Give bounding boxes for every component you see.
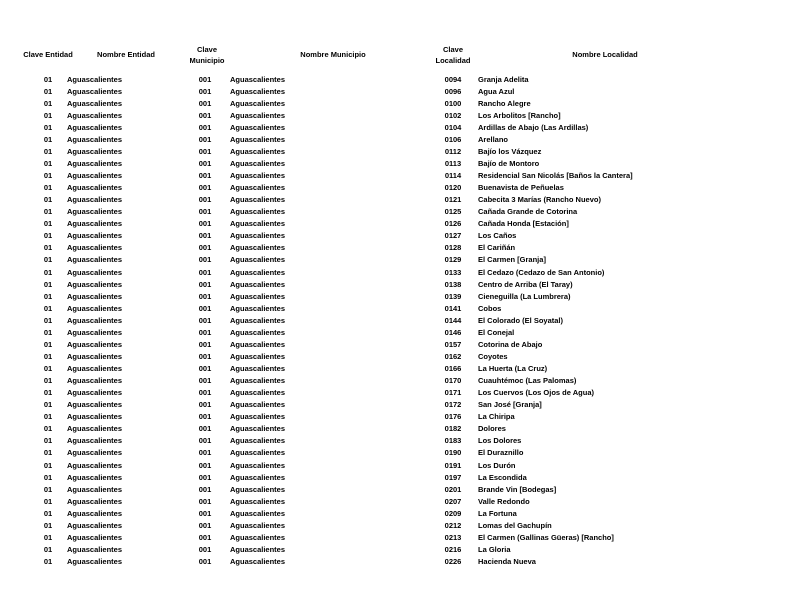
cell-clave-entidad: 01 bbox=[43, 412, 53, 422]
cell-nombre-entidad: Aguascalientes bbox=[67, 279, 123, 289]
header-clave-localidad: Clave Localidad bbox=[435, 45, 471, 65]
cell-nombre-municipio: Aguascalientes bbox=[230, 364, 286, 373]
cell-clave-municipio: 001 bbox=[198, 436, 212, 446]
cell-clave-municipio: 001 bbox=[198, 484, 212, 494]
cell-clave-entidad: 01 bbox=[43, 134, 53, 144]
cell-clave-municipio: 001 bbox=[198, 134, 212, 144]
cell-clave-entidad: 01 bbox=[43, 231, 53, 241]
cell-clave-entidad: 01 bbox=[43, 532, 53, 542]
cell-nombre-localidad: Los Cuervos (Los Ojos de Agua) bbox=[478, 388, 594, 398]
cell-nombre-entidad: Aguascalientes bbox=[67, 171, 123, 180]
cell-clave-localidad: 0096 bbox=[444, 86, 462, 96]
cell-clave-entidad: 01 bbox=[43, 219, 53, 229]
cell-clave-entidad: 01 bbox=[43, 424, 53, 434]
cell-nombre-entidad: Aguascalientes bbox=[67, 195, 123, 205]
cell-nombre-municipio: Aguascalientes bbox=[230, 74, 286, 84]
cell-nombre-entidad: Aguascalientes bbox=[67, 86, 123, 96]
cell-nombre-localidad: Valle Redondo bbox=[478, 496, 530, 506]
cell-clave-municipio: 001 bbox=[198, 158, 212, 168]
header-nombre-entidad: Nombre Entidad bbox=[97, 50, 155, 60]
cell-clave-municipio: 001 bbox=[198, 171, 212, 180]
cell-clave-entidad: 01 bbox=[43, 86, 53, 96]
cell-nombre-municipio: Aguascalientes bbox=[230, 388, 286, 398]
cell-clave-localidad: 0133 bbox=[444, 267, 462, 277]
cell-clave-entidad: 01 bbox=[43, 388, 53, 398]
cell-nombre-entidad: Aguascalientes bbox=[67, 472, 123, 482]
cell-clave-localidad: 0226 bbox=[444, 557, 462, 566]
cell-clave-municipio: 001 bbox=[198, 327, 212, 337]
cell-nombre-localidad: El Cedazo (Cedazo de San Antonio) bbox=[478, 267, 605, 277]
cell-nombre-localidad: Ardillas de Abajo (Las Ardillas) bbox=[478, 122, 589, 132]
cell-nombre-municipio: Aguascalientes bbox=[230, 183, 286, 193]
cell-nombre-municipio: Aguascalientes bbox=[230, 231, 286, 241]
cell-clave-municipio: 001 bbox=[198, 98, 212, 108]
cell-clave-municipio: 001 bbox=[198, 146, 212, 156]
cell-clave-localidad: 0201 bbox=[444, 484, 462, 494]
cell-nombre-localidad: Agua Azul bbox=[478, 86, 515, 96]
cell-clave-municipio: 001 bbox=[198, 183, 212, 193]
cell-clave-municipio: 001 bbox=[198, 351, 212, 361]
cell-clave-localidad: 0106 bbox=[444, 134, 462, 144]
cell-nombre-entidad: Aguascalientes bbox=[67, 544, 123, 554]
cell-clave-municipio: 001 bbox=[198, 243, 212, 253]
cell-nombre-localidad: La Chiripa bbox=[478, 412, 515, 422]
cell-nombre-localidad: Granja Adelita bbox=[478, 74, 529, 84]
cell-nombre-localidad: Residencial San Nicolás [Baños la Cantera] bbox=[478, 171, 633, 180]
cell-clave-entidad: 01 bbox=[43, 557, 53, 566]
cell-nombre-entidad: Aguascalientes bbox=[67, 74, 123, 84]
cell-clave-localidad: 0094 bbox=[444, 74, 462, 84]
cell-clave-municipio: 001 bbox=[198, 400, 212, 410]
cell-nombre-entidad: Aguascalientes bbox=[67, 315, 123, 325]
cell-clave-localidad: 0197 bbox=[444, 472, 462, 482]
cell-clave-localidad: 0113 bbox=[444, 158, 462, 168]
cell-nombre-localidad: El Cariñán bbox=[478, 243, 516, 253]
cell-nombre-municipio: Aguascalientes bbox=[230, 207, 286, 217]
cell-nombre-localidad: El Colorado (El Soyatal) bbox=[478, 315, 564, 325]
cell-clave-entidad: 01 bbox=[43, 122, 53, 132]
cell-clave-municipio: 001 bbox=[198, 231, 212, 241]
cell-nombre-localidad: Cabecita 3 Marías (Rancho Nuevo) bbox=[478, 195, 601, 205]
cell-nombre-localidad: La Gloria bbox=[478, 544, 511, 554]
cell-clave-localidad: 0191 bbox=[444, 460, 462, 470]
cell-nombre-localidad: Cobos bbox=[478, 303, 502, 313]
cell-nombre-municipio: Aguascalientes bbox=[230, 496, 286, 506]
cell-clave-entidad: 01 bbox=[43, 98, 53, 108]
cell-clave-entidad: 01 bbox=[43, 146, 53, 156]
cell-clave-localidad: 0170 bbox=[444, 376, 462, 386]
cell-clave-municipio: 001 bbox=[198, 339, 212, 349]
cell-clave-localidad: 0146 bbox=[444, 327, 462, 337]
cell-nombre-localidad: Cañada Honda [Estación] bbox=[478, 219, 569, 229]
cell-nombre-municipio: Aguascalientes bbox=[230, 243, 286, 253]
cell-clave-localidad: 0157 bbox=[444, 339, 462, 349]
cell-nombre-municipio: Aguascalientes bbox=[230, 460, 286, 470]
cell-nombre-localidad: La Escondida bbox=[478, 472, 527, 482]
cell-nombre-entidad: Aguascalientes bbox=[67, 110, 123, 120]
cell-nombre-municipio: Aguascalientes bbox=[230, 520, 286, 530]
cell-nombre-localidad: Buenavista de Peñuelas bbox=[478, 183, 564, 193]
cell-clave-municipio: 001 bbox=[198, 544, 212, 554]
cell-clave-entidad: 01 bbox=[43, 74, 53, 84]
cell-clave-municipio: 001 bbox=[198, 207, 212, 217]
cell-clave-entidad: 01 bbox=[43, 496, 53, 506]
cell-nombre-municipio: Aguascalientes bbox=[230, 291, 286, 301]
cell-clave-municipio: 001 bbox=[198, 412, 212, 422]
cell-clave-localidad: 0139 bbox=[444, 291, 462, 301]
cell-nombre-municipio: Aguascalientes bbox=[230, 98, 286, 108]
cell-clave-municipio: 001 bbox=[198, 255, 212, 265]
cell-clave-municipio: 001 bbox=[198, 388, 212, 398]
cell-clave-entidad: 01 bbox=[43, 520, 53, 530]
cell-clave-localidad: 0183 bbox=[444, 436, 462, 446]
cell-clave-entidad: 01 bbox=[43, 339, 53, 349]
cell-clave-entidad: 01 bbox=[43, 460, 53, 470]
cell-nombre-municipio: Aguascalientes bbox=[230, 195, 286, 205]
cell-clave-localidad: 0141 bbox=[444, 303, 462, 313]
cell-nombre-entidad: Aguascalientes bbox=[67, 424, 123, 434]
cell-nombre-municipio: Aguascalientes bbox=[230, 484, 286, 494]
cell-clave-entidad: 01 bbox=[43, 544, 53, 554]
header-clave-municipio: Clave Municipio bbox=[189, 45, 225, 65]
cell-nombre-municipio: Aguascalientes bbox=[230, 110, 286, 120]
cell-clave-municipio: 001 bbox=[198, 508, 212, 518]
cell-nombre-municipio: Aguascalientes bbox=[230, 532, 286, 542]
cell-clave-municipio: 001 bbox=[198, 460, 212, 470]
cell-clave-entidad: 01 bbox=[43, 171, 53, 180]
cell-nombre-localidad: Lomas del Gachupín bbox=[478, 520, 552, 530]
cell-clave-municipio: 001 bbox=[198, 110, 212, 120]
cell-nombre-municipio: Aguascalientes bbox=[230, 171, 286, 180]
cell-clave-municipio: 001 bbox=[198, 472, 212, 482]
cell-clave-entidad: 01 bbox=[43, 255, 53, 265]
cell-nombre-municipio: Aguascalientes bbox=[230, 472, 286, 482]
cell-nombre-entidad: Aguascalientes bbox=[67, 255, 123, 265]
cell-nombre-localidad: Dolores bbox=[478, 424, 506, 434]
cell-clave-localidad: 0182 bbox=[444, 424, 462, 434]
cell-clave-municipio: 001 bbox=[198, 364, 212, 373]
cell-clave-localidad: 0207 bbox=[444, 496, 462, 506]
cell-clave-municipio: 001 bbox=[198, 557, 212, 566]
cell-nombre-municipio: Aguascalientes bbox=[230, 303, 286, 313]
cell-nombre-entidad: Aguascalientes bbox=[67, 243, 123, 253]
cell-nombre-entidad: Aguascalientes bbox=[67, 122, 123, 132]
cell-clave-municipio: 001 bbox=[198, 532, 212, 542]
cell-nombre-entidad: Aguascalientes bbox=[67, 219, 123, 229]
cell-clave-entidad: 01 bbox=[43, 195, 53, 205]
cell-nombre-localidad: Bajío de Montoro bbox=[478, 158, 540, 168]
cell-nombre-entidad: Aguascalientes bbox=[67, 520, 123, 530]
cell-nombre-localidad: Cuauhtémoc (Las Palomas) bbox=[478, 376, 577, 386]
cell-clave-localidad: 0100 bbox=[444, 98, 462, 108]
cell-nombre-entidad: Aguascalientes bbox=[67, 134, 123, 144]
cell-nombre-entidad: Aguascalientes bbox=[67, 364, 123, 373]
cell-nombre-localidad: El Duraznillo bbox=[478, 448, 524, 458]
cell-clave-municipio: 001 bbox=[198, 315, 212, 325]
cell-nombre-municipio: Aguascalientes bbox=[230, 351, 286, 361]
cell-clave-entidad: 01 bbox=[43, 400, 53, 410]
cell-nombre-municipio: Aguascalientes bbox=[230, 508, 286, 518]
cell-clave-entidad: 01 bbox=[43, 376, 53, 386]
cell-clave-municipio: 001 bbox=[198, 86, 212, 96]
cell-nombre-municipio: Aguascalientes bbox=[230, 327, 286, 337]
column-nombre-localidad bbox=[478, 74, 788, 569]
cell-clave-localidad: 0190 bbox=[444, 448, 462, 458]
cell-nombre-localidad: Los Arbolitos [Rancho] bbox=[478, 110, 561, 120]
cell-nombre-entidad: Aguascalientes bbox=[67, 400, 123, 410]
cell-clave-localidad: 0126 bbox=[444, 219, 462, 229]
cell-clave-localidad: 0176 bbox=[444, 412, 462, 422]
cell-clave-localidad: 0171 bbox=[444, 388, 462, 398]
cell-nombre-entidad: Aguascalientes bbox=[67, 183, 123, 193]
cell-nombre-entidad: Aguascalientes bbox=[67, 207, 123, 217]
cell-nombre-municipio: Aguascalientes bbox=[230, 267, 286, 277]
cell-nombre-localidad: El Conejal bbox=[478, 327, 515, 337]
cell-nombre-municipio: Aguascalientes bbox=[230, 158, 286, 168]
cell-clave-localidad: 0121 bbox=[444, 195, 462, 205]
cell-nombre-localidad: Los Dolores bbox=[478, 436, 522, 446]
cell-clave-localidad: 0209 bbox=[444, 508, 462, 518]
cell-clave-entidad: 01 bbox=[43, 364, 53, 373]
cell-nombre-municipio: Aguascalientes bbox=[230, 557, 286, 566]
cell-nombre-municipio: Aguascalientes bbox=[230, 146, 286, 156]
cell-nombre-localidad: El Carmen [Granja] bbox=[478, 255, 546, 265]
cell-nombre-localidad: Hacienda Nueva bbox=[478, 557, 536, 566]
cell-nombre-entidad: Aguascalientes bbox=[67, 388, 123, 398]
cell-nombre-municipio: Aguascalientes bbox=[230, 376, 286, 386]
cell-nombre-entidad: Aguascalientes bbox=[67, 351, 123, 361]
cell-nombre-entidad: Aguascalientes bbox=[67, 98, 123, 108]
cell-nombre-localidad: El Carmen (Gallinas Güeras) [Rancho] bbox=[478, 532, 614, 542]
cell-clave-localidad: 0112 bbox=[444, 146, 462, 156]
cell-clave-municipio: 001 bbox=[198, 376, 212, 386]
cell-clave-localidad: 0172 bbox=[444, 400, 462, 410]
cell-nombre-entidad: Aguascalientes bbox=[67, 484, 123, 494]
cell-nombre-localidad: Los Caños bbox=[478, 231, 517, 241]
cell-clave-localidad: 0212 bbox=[444, 520, 462, 530]
cell-clave-entidad: 01 bbox=[43, 279, 53, 289]
cell-clave-localidad: 0128 bbox=[444, 243, 462, 253]
cell-clave-localidad: 0216 bbox=[444, 544, 462, 554]
cell-nombre-entidad: Aguascalientes bbox=[67, 436, 123, 446]
cell-nombre-entidad: Aguascalientes bbox=[67, 376, 123, 386]
cell-nombre-entidad: Aguascalientes bbox=[67, 460, 123, 470]
cell-nombre-localidad: Bajío los Vázquez bbox=[478, 146, 542, 156]
cell-nombre-municipio: Aguascalientes bbox=[230, 255, 286, 265]
cell-clave-municipio: 001 bbox=[198, 267, 212, 277]
column-clave-localidad bbox=[433, 74, 473, 569]
cell-clave-entidad: 01 bbox=[43, 243, 53, 253]
cell-clave-entidad: 01 bbox=[43, 351, 53, 361]
cell-nombre-entidad: Aguascalientes bbox=[67, 508, 123, 518]
cell-clave-entidad: 01 bbox=[43, 110, 53, 120]
cell-clave-localidad: 0162 bbox=[444, 351, 462, 361]
cell-nombre-entidad: Aguascalientes bbox=[67, 291, 123, 301]
cell-nombre-localidad: Coyotes bbox=[478, 351, 508, 361]
cell-clave-localidad: 0127 bbox=[444, 231, 462, 241]
cell-nombre-municipio: Aguascalientes bbox=[230, 134, 286, 144]
cell-clave-entidad: 01 bbox=[43, 315, 53, 325]
cell-nombre-localidad: Cieneguilla (La Lumbrera) bbox=[478, 291, 571, 301]
cell-clave-localidad: 0125 bbox=[444, 207, 462, 217]
cell-clave-localidad: 0213 bbox=[444, 532, 462, 542]
cell-clave-entidad: 01 bbox=[43, 472, 53, 482]
cell-nombre-entidad: Aguascalientes bbox=[67, 303, 123, 313]
cell-nombre-localidad: Cotorina de Abajo bbox=[478, 339, 543, 349]
cell-clave-entidad: 01 bbox=[43, 267, 53, 277]
cell-nombre-localidad: San José [Granja] bbox=[478, 400, 542, 410]
cell-clave-entidad: 01 bbox=[43, 207, 53, 217]
cell-clave-localidad: 0102 bbox=[444, 110, 462, 120]
cell-nombre-municipio: Aguascalientes bbox=[230, 436, 286, 446]
column-clave-entidad bbox=[28, 74, 68, 569]
cell-nombre-entidad: Aguascalientes bbox=[67, 412, 123, 422]
cell-clave-localidad: 0144 bbox=[444, 315, 462, 325]
cell-clave-localidad: 0166 bbox=[444, 364, 462, 373]
cell-nombre-localidad: Centro de Arriba (El Taray) bbox=[478, 279, 573, 289]
cell-nombre-municipio: Aguascalientes bbox=[230, 544, 286, 554]
cell-clave-entidad: 01 bbox=[43, 436, 53, 446]
cell-clave-municipio: 001 bbox=[198, 303, 212, 313]
cell-clave-entidad: 01 bbox=[43, 484, 53, 494]
cell-nombre-localidad: Rancho Alegre bbox=[478, 98, 531, 108]
cell-clave-municipio: 001 bbox=[198, 520, 212, 530]
cell-nombre-municipio: Aguascalientes bbox=[230, 86, 286, 96]
cell-nombre-localidad: Arellano bbox=[478, 134, 509, 144]
cell-clave-entidad: 01 bbox=[43, 183, 53, 193]
cell-nombre-localidad: Los Durón bbox=[478, 460, 516, 470]
cell-clave-municipio: 001 bbox=[198, 496, 212, 506]
cell-nombre-municipio: Aguascalientes bbox=[230, 339, 286, 349]
cell-clave-entidad: 01 bbox=[43, 508, 53, 518]
cell-nombre-municipio: Aguascalientes bbox=[230, 400, 286, 410]
cell-nombre-entidad: Aguascalientes bbox=[67, 557, 123, 566]
cell-clave-localidad: 0114 bbox=[444, 171, 462, 180]
column-clave-municipio bbox=[185, 74, 225, 569]
cell-nombre-municipio: Aguascalientes bbox=[230, 412, 286, 422]
column-nombre-municipio bbox=[230, 74, 430, 569]
cell-nombre-municipio: Aguascalientes bbox=[230, 448, 286, 458]
cell-nombre-municipio: Aguascalientes bbox=[230, 315, 286, 325]
cell-nombre-localidad: La Fortuna bbox=[478, 508, 517, 518]
cell-clave-localidad: 0104 bbox=[444, 122, 462, 132]
cell-nombre-entidad: Aguascalientes bbox=[67, 448, 123, 458]
cell-nombre-entidad: Aguascalientes bbox=[67, 327, 123, 337]
cell-nombre-entidad: Aguascalientes bbox=[67, 496, 123, 506]
cell-clave-municipio: 001 bbox=[198, 424, 212, 434]
cell-clave-municipio: 001 bbox=[198, 219, 212, 229]
cell-nombre-entidad: Aguascalientes bbox=[67, 231, 123, 241]
cell-clave-localidad: 0120 bbox=[444, 183, 462, 193]
cell-nombre-localidad: La Huerta (La Cruz) bbox=[478, 364, 548, 373]
cell-nombre-municipio: Aguascalientes bbox=[230, 219, 286, 229]
cell-nombre-localidad: Brande Vin [Bodegas] bbox=[478, 484, 557, 494]
cell-nombre-entidad: Aguascalientes bbox=[67, 267, 123, 277]
cell-clave-municipio: 001 bbox=[198, 291, 212, 301]
cell-nombre-municipio: Aguascalientes bbox=[230, 122, 286, 132]
header-nombre-municipio: Nombre Municipio bbox=[300, 50, 366, 60]
cell-clave-entidad: 01 bbox=[43, 291, 53, 301]
cell-clave-entidad: 01 bbox=[43, 448, 53, 458]
header-clave-entidad: Clave Entidad bbox=[23, 50, 73, 60]
cell-clave-entidad: 01 bbox=[43, 158, 53, 168]
header-nombre-localidad: Nombre Localidad bbox=[572, 50, 638, 60]
cell-clave-entidad: 01 bbox=[43, 327, 53, 337]
cell-nombre-entidad: Aguascalientes bbox=[67, 532, 123, 542]
cell-clave-entidad: 01 bbox=[43, 303, 53, 313]
cell-clave-municipio: 001 bbox=[198, 74, 212, 84]
cell-nombre-entidad: Aguascalientes bbox=[67, 158, 123, 168]
cell-nombre-municipio: Aguascalientes bbox=[230, 279, 286, 289]
cell-clave-municipio: 001 bbox=[198, 279, 212, 289]
cell-clave-localidad: 0129 bbox=[444, 255, 462, 265]
cell-clave-municipio: 001 bbox=[198, 122, 212, 132]
cell-nombre-entidad: Aguascalientes bbox=[67, 146, 123, 156]
cell-clave-municipio: 001 bbox=[198, 195, 212, 205]
cell-nombre-municipio: Aguascalientes bbox=[230, 424, 286, 434]
cell-nombre-entidad: Aguascalientes bbox=[67, 339, 123, 349]
cell-nombre-localidad: Cañada Grande de Cotorina bbox=[478, 207, 578, 217]
cell-clave-localidad: 0138 bbox=[444, 279, 462, 289]
cell-clave-municipio: 001 bbox=[198, 448, 212, 458]
